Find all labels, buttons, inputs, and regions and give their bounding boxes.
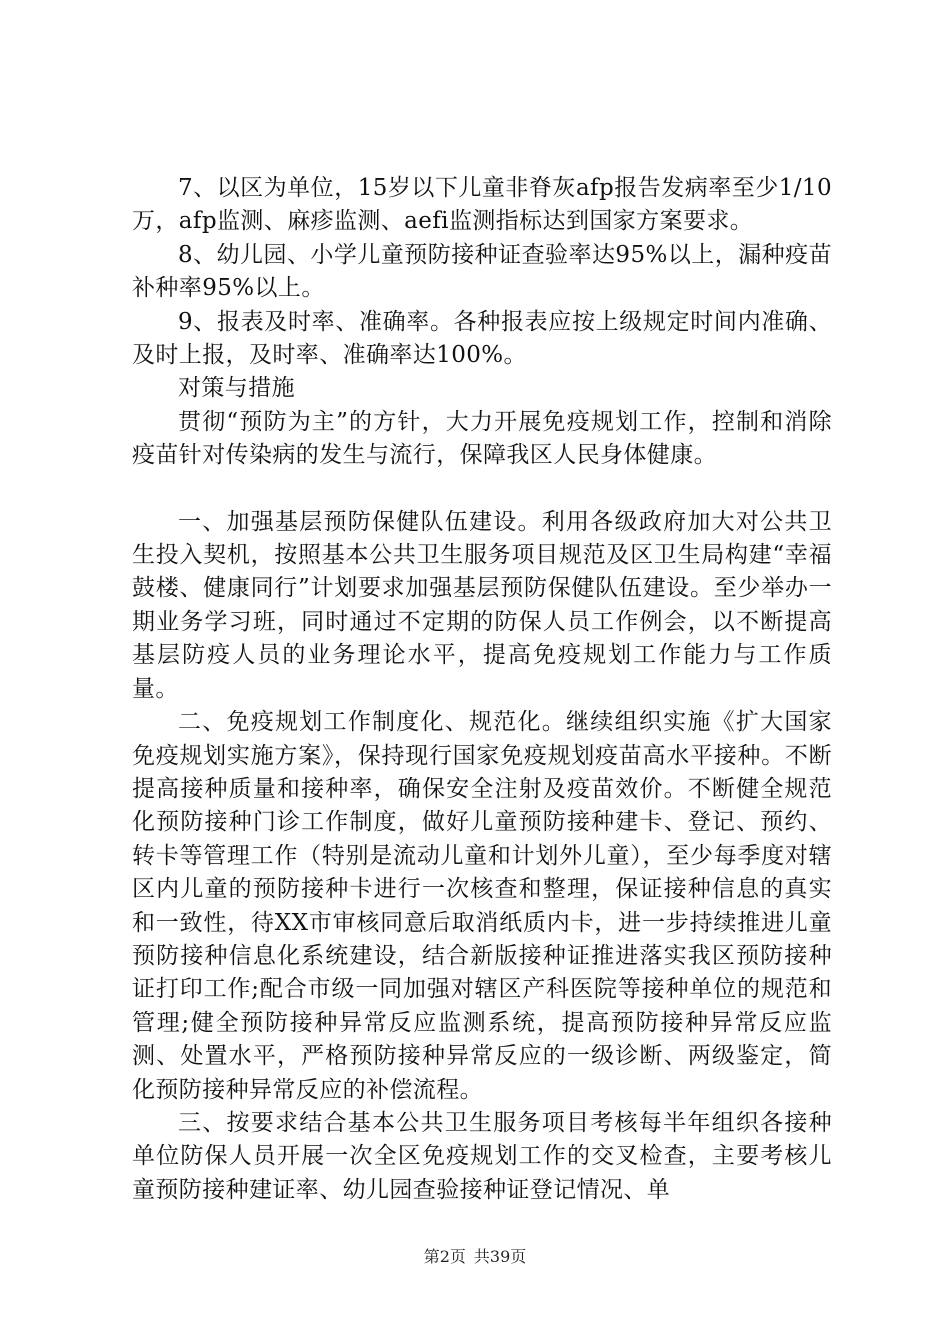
paragraph-target-9: 9、报表及时率、准确率。各种报表应按上级规定时间内准确、及时上报，及时率、准确率达100%。 <box>132 308 832 369</box>
page-number: 第2页 <box>423 1247 466 1266</box>
paragraph-gap <box>132 473 832 506</box>
paragraph-measure-1: 一、加强基层预防保健队伍建设。利用各级政府加大对公共卫生投入契机，按照基本公共卫生服务项目规范及区卫生局构建“幸福鼓楼、健康同行”计划要求加强基层预防保健队伍建设。至少举办一期业务学习班，同时通过不定期的防保人员工作例会，以不断提高基层防疫人员的业务理论水平，提高免疫规划工作能力与工作质量。 <box>132 508 832 702</box>
paragraph-measure-3: 三、按要求结合基本公共卫生服务项目考核每半年组织各接种单位防保人员开展一次全区免疫规划工作的交叉检查，主要考核儿童预防接种建证率、幼儿园查验接种证登记情况、单 <box>132 1109 832 1203</box>
paragraph-measure-2: 二、免疫规划工作制度化、规范化。继续组织实施《扩大国家免疫规划实施方案》，保持现行国家免疫规划疫苗高水平接种。不断提高接种质量和接种率，确保安全注射及疫苗效价。不断健全规范化预防接种门诊工作制度，做好儿童预防接种建卡、登记、预约、转卡等管理工作（特别是流动儿童和计划外儿童），至少每季度对辖区内儿童的预防接种卡进行一次核查和整理，保证接种信息的真实和一致性，待XX市审核同意后取消纸质内卡，进一步持续推进儿童预防接种信息化系统建设，结合新版接种证推进落实我区预防接种证打印工作;配合市级一同加强对辖区产科医院等接种单位的规范和管理;健全预防接种异常反应监测系统，提高预防接种异常反应监测、处置水平，严格预防接种异常反应的一级诊断、两级鉴定，简化预防接种异常反应的补偿流程。 <box>132 709 832 1103</box>
paragraph-policy: 贯彻“预防为主”的方针，大力开展免疫规划工作，控制和消除疫苗针对传染病的发生与流行，保障我区人民身体健康。 <box>132 408 832 469</box>
paragraph-target-8: 8、幼儿园、小学儿童预防接种证查验率达95%以上，漏种疫苗补种率95%以上。 <box>132 241 832 302</box>
section-heading-measures: 对策与措施 <box>178 375 295 402</box>
paragraph-target-7: 7、以区为单位，15岁以下儿童非脊灰afp报告发病率至少1/10万，afp监测、麻疹监测、aefi监测指标达到国家方案要求。 <box>132 175 832 235</box>
page-footer <box>0 1244 950 1267</box>
page-total: 共39页 <box>473 1247 527 1266</box>
document-body <box>132 172 832 1207</box>
